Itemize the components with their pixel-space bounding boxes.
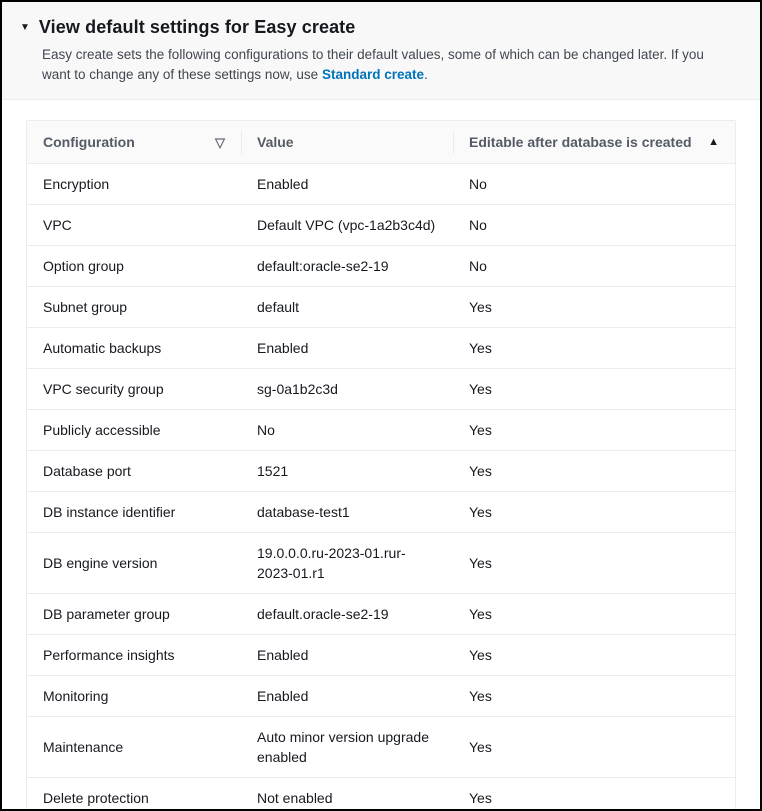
cell-editable: Yes [453,451,735,492]
table-row [27,164,735,205]
cell-editable: Yes [453,676,735,717]
column-header-configuration[interactable] [27,121,241,164]
cell-editable: Yes [453,635,735,676]
table-row [27,205,735,246]
cell-value: Auto minor version upgrade enabled [241,717,453,778]
table-row [27,594,735,635]
cell-value: default [241,287,453,328]
cell-value: default:oracle-se2-19 [241,246,453,287]
table-row [27,635,735,676]
cell-value: 19.0.0.0.ru-2023-01.rur-2023-01.r1 [241,533,453,594]
table-header-row [27,121,735,164]
column-header-editable[interactable] [453,121,735,164]
cell-editable: Yes [453,717,735,778]
section-title: View default settings for Easy create [38,17,356,37]
cell-configuration: Performance insights [27,635,241,676]
section-toggle[interactable] [20,17,736,38]
expandable-section-header [2,2,760,100]
table-row [27,410,735,451]
cell-configuration: Subnet group [27,287,241,328]
sort-descending-icon[interactable]: ▽ [215,134,225,150]
cell-configuration: VPC security group [27,369,241,410]
cell-configuration: Maintenance [27,717,241,778]
column-header-configuration-label: Configuration [43,134,135,150]
cell-value: default.oracle-se2-19 [241,594,453,635]
table-row [27,778,735,811]
description-suffix: . [423,67,428,82]
table-row [27,328,735,369]
cell-value: Not enabled [241,778,453,811]
settings-table-card [26,120,736,811]
cell-editable: Yes [453,492,735,533]
caret-down-icon[interactable]: ▼ [20,22,30,33]
table-row [27,533,735,594]
cell-value: Enabled [241,676,453,717]
table-row [27,451,735,492]
table-row [27,717,735,778]
cell-editable: Yes [453,410,735,451]
cell-value: Enabled [241,635,453,676]
section-description [42,45,736,85]
cell-configuration: DB engine version [27,533,241,594]
cell-value: Enabled [241,328,453,369]
cell-editable: No [453,164,735,205]
cell-editable: Yes [453,369,735,410]
settings-table-body [27,164,735,811]
cell-value: 1521 [241,451,453,492]
cell-configuration: DB parameter group [27,594,241,635]
cell-editable: Yes [453,594,735,635]
cell-configuration: Database port [27,451,241,492]
column-header-value-label: Value [257,134,294,150]
cell-configuration: Option group [27,246,241,287]
table-row [27,369,735,410]
table-row [27,492,735,533]
cell-configuration: VPC [27,205,241,246]
cell-value: sg-0a1b2c3d [241,369,453,410]
cell-editable: Yes [453,533,735,594]
cell-editable: Yes [453,778,735,811]
cell-editable: Yes [453,328,735,369]
cell-editable: No [453,246,735,287]
standard-create-link[interactable]: Standard create [321,67,424,82]
cell-value: No [241,410,453,451]
cell-configuration: Publicly accessible [27,410,241,451]
cell-configuration: Encryption [27,164,241,205]
cell-value: Default VPC (vpc-1a2b3c4d) [241,205,453,246]
cell-configuration: DB instance identifier [27,492,241,533]
cell-value: Enabled [241,164,453,205]
cell-editable: Yes [453,287,735,328]
cell-configuration: Automatic backups [27,328,241,369]
cell-editable: No [453,205,735,246]
table-row [27,246,735,287]
cell-configuration: Monitoring [27,676,241,717]
column-header-value[interactable] [241,121,453,164]
table-row [27,676,735,717]
cell-configuration: Delete protection [27,778,241,811]
cell-value: database-test1 [241,492,453,533]
sort-ascending-icon[interactable]: ▲ [708,135,719,148]
settings-table [27,121,735,811]
description-text: Easy create sets the following configurations to their default values, some of which can be changed later. If you want to change any of these settings now, use [42,47,704,82]
column-header-editable-label: Editable after database is created [469,134,692,150]
table-row [27,287,735,328]
